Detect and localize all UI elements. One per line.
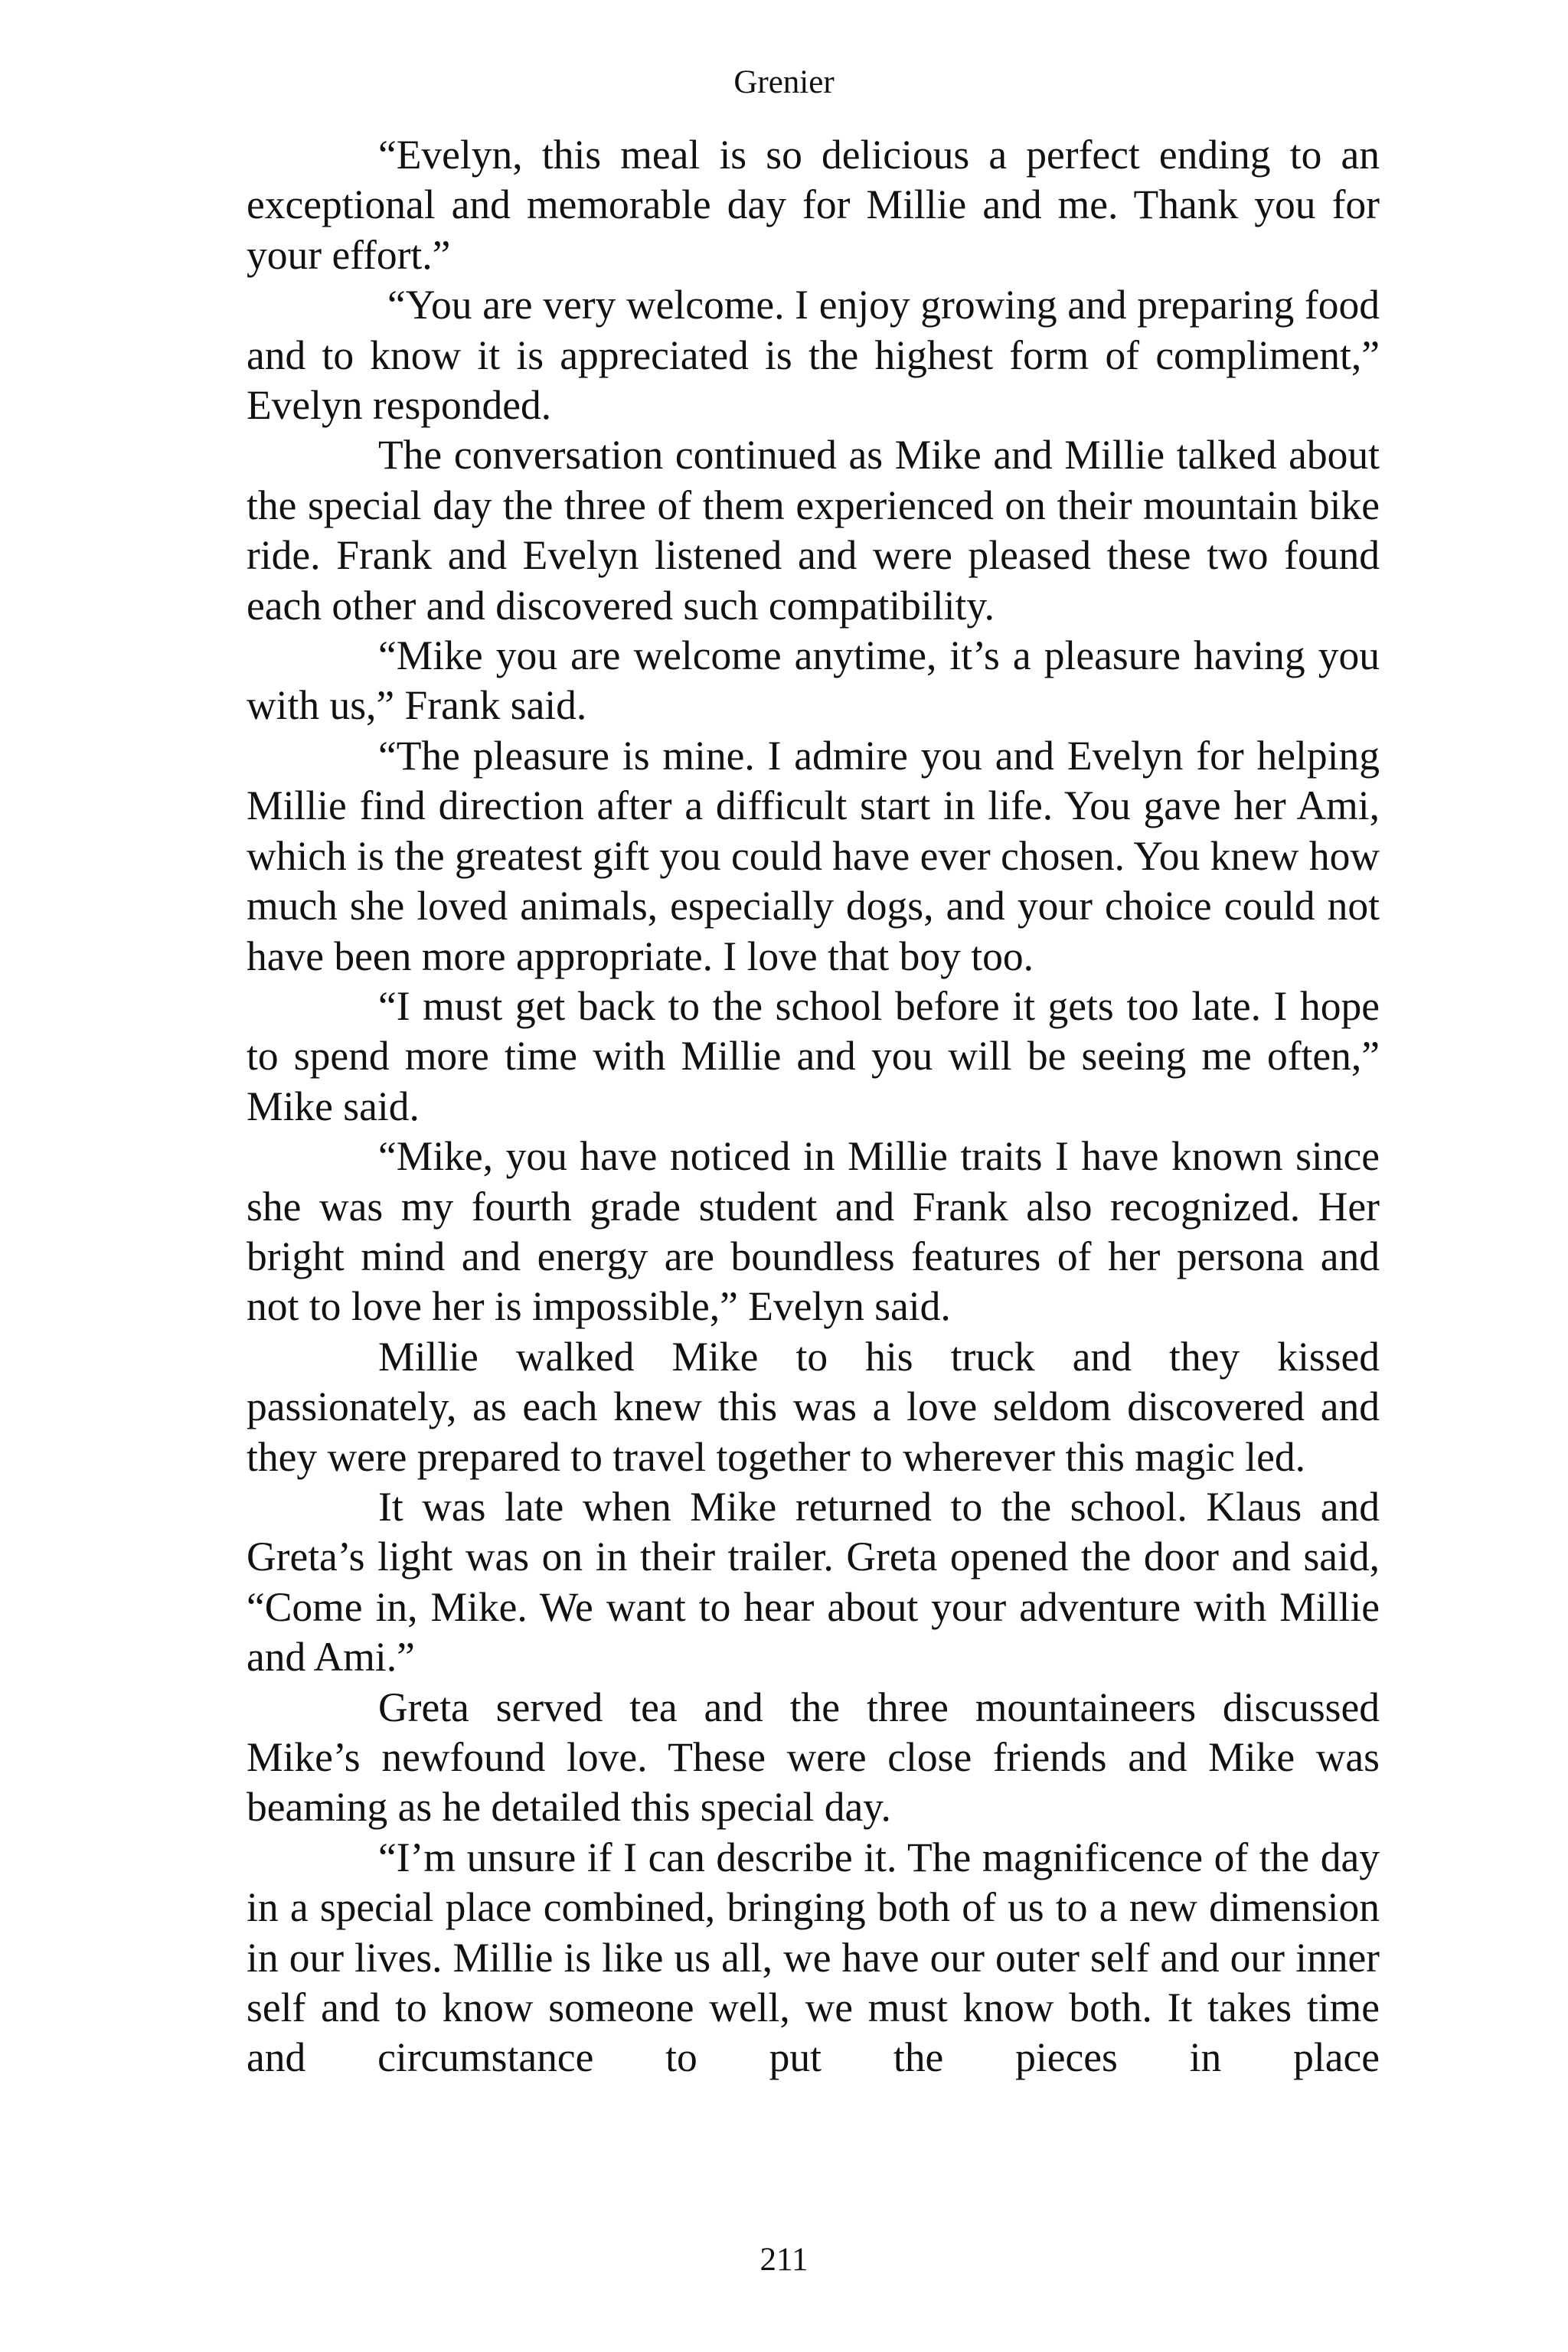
paragraph-1: “Evelyn, this meal is so delicious a perfect ending to an exceptional and memorable day for Millie and me. Thank you for your effort.” (247, 132, 1380, 278)
paragraph-10: Greta served tea and the three mountaineers discussed Mike’s newfound love. These were close friends and Mike was beaming as he detailed this special day. (247, 1684, 1380, 1831)
running-head: Grenier (733, 64, 835, 100)
paragraph-6: “I must get back to the school before it gets too late. I hope to spend more time with Millie and you will be seeing me often,” Mike said. (247, 982, 1380, 1129)
body-text (247, 130, 1380, 2083)
paragraph-11: “I’m unsure if I can describe it. The magnificence of the day in a special place combined, bringing both of us to a new dimension in our lives. Millie is like us all, we have our outer self and our inner self and to know someone well, we must know both. It takes time and circumstance to put the pieces in place (247, 1834, 1380, 2081)
paragraph-7: “Mike, you have noticed in Millie traits I have known since she was my fourth grade student and Frank also recognized. Her bright mind and energy are boundless features of her persona and not to love her is impossible,” Evelyn said. (247, 1133, 1380, 1330)
paragraph-5: “The pleasure is mine. I admire you and Evelyn for helping Millie find direction after a difficult start in life. You gave her Ami, which is the greatest gift you could have ever chosen. You knew how much she loved animals, especially dogs, and your choice could not have been more appropriate. I love that boy too. (247, 732, 1380, 979)
paragraph-9: It was late when Mike returned to the school. Klaus and Greta’s light was on in their trailer. Greta opened the door and said, “Come in, Mike. We want to hear about your adventure with Millie and Ami.” (247, 1483, 1380, 1681)
page-number: 211 (760, 2242, 808, 2278)
paragraph-4: “Mike you are welcome anytime, it’s a pleasure having you with us,” Frank said. (247, 632, 1380, 729)
paragraph-2: “You are very welcome. I enjoy growing and preparing food and to know it is appreciated is the highest form of compliment,” Evelyn responded. (247, 282, 1380, 429)
paragraph-3: The conversation continued as Mike and Millie talked about the special day the three of them experienced on their mountain bike ride. Frank and Evelyn listened and were pleased these two found each other and discovered such compatibility. (247, 432, 1380, 629)
paragraph-8: Millie walked Mike to his truck and they kissed passionately, as each knew this was a love seldom discovered and they were prepared to travel together to wherever this magic led. (247, 1333, 1380, 1480)
